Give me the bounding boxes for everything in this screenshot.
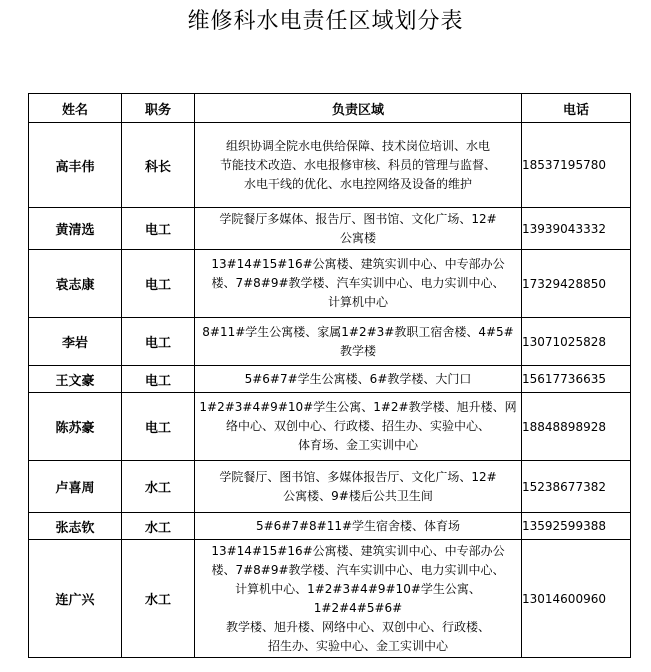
cell-phone: 15238677382 xyxy=(522,461,631,513)
area-line: 公寓楼 xyxy=(339,230,376,245)
area-line: 招生办、实验中心、金工实训中心 xyxy=(267,638,448,653)
header-area: 负责区域 xyxy=(195,94,522,123)
cell-area xyxy=(195,318,522,366)
cell-phone: 13592599388 xyxy=(522,513,631,540)
table-row xyxy=(29,540,631,658)
header-phone: 电话 xyxy=(522,94,631,123)
area-line: 5#6#7#8#11#学生宿舍楼、体育场 xyxy=(255,518,461,533)
page-title: 维修科水电责任区域划分表 xyxy=(187,9,464,34)
cell-area xyxy=(195,123,522,208)
area-line: 1#2#3#4#9#10#学生公寓、1#2#教学楼、旭升楼、网 xyxy=(199,400,517,414)
cell-area xyxy=(195,461,522,513)
cell-phone: 13014600960 xyxy=(522,540,631,658)
cell-name: 卢喜周 xyxy=(29,461,122,513)
table-row xyxy=(29,461,631,513)
cell-name: 陈苏豪 xyxy=(29,393,122,461)
cell-name: 黄清选 xyxy=(29,208,122,250)
table-row xyxy=(29,208,631,250)
area-line: 组织协调全院水电供给保障、技术岗位培训、水电 xyxy=(225,138,490,153)
area-line: 13#14#15#16#公寓楼、建筑实训中心、中专部办公 xyxy=(211,543,505,558)
area-line: 学院餐厅、图书馆、多媒体报告厅、文化广场、12# xyxy=(219,469,497,484)
table-row xyxy=(29,513,631,540)
cell-phone: 13939043332 xyxy=(522,208,631,250)
cell-area xyxy=(195,540,522,658)
table-row xyxy=(29,318,631,366)
table-row xyxy=(29,393,631,461)
area-line: 8#11#学生公寓楼、家属1#2#3#教职工宿舍楼、4#5# xyxy=(202,324,514,339)
area-line: 计算机中心、1#2#3#4#9#10#学生公寓、1#2#4#5#6# xyxy=(235,581,481,615)
cell-name: 王文豪 xyxy=(29,366,122,393)
cell-phone: 15617736635 xyxy=(522,366,631,393)
area-line: 节能技术改造、水电报修审核、科员的管理与监督、 xyxy=(219,157,496,172)
area-line: 公寓楼、9#楼后公共卫生间 xyxy=(283,488,433,503)
cell-role: 科长 xyxy=(122,123,195,208)
table-row xyxy=(29,366,631,393)
area-line: 络中心、双创中心、行政楼、招生办、实验中心、 xyxy=(225,419,490,433)
area-line: 教学楼 xyxy=(339,343,376,358)
cell-area xyxy=(195,366,522,393)
table-row xyxy=(29,123,631,208)
cell-role: 水工 xyxy=(122,513,195,540)
area-line: 水电干线的优化、水电控网络及设备的维护 xyxy=(243,176,472,191)
area-line: 学院餐厅多媒体、报告厅、图书馆、文化广场、12# xyxy=(219,211,497,226)
cell-phone: 17329428850 xyxy=(522,250,631,318)
area-line: 13#14#15#16#公寓楼、建筑实训中心、中专部办公 xyxy=(211,257,505,271)
cell-role: 水工 xyxy=(122,540,195,658)
cell-role: 电工 xyxy=(122,208,195,250)
cell-area xyxy=(195,393,522,461)
responsibility-table xyxy=(28,93,631,658)
area-line: 楼、7#8#9#教学楼、汽车实训中心、电力实训中心、 xyxy=(211,562,505,577)
cell-role: 电工 xyxy=(122,366,195,393)
header-name: 姓名 xyxy=(29,94,122,123)
cell-role: 水工 xyxy=(122,461,195,513)
cell-phone: 18848898928 xyxy=(522,393,631,461)
cell-area xyxy=(195,513,522,540)
area-line: 计算机中心 xyxy=(327,295,388,309)
area-line: 体育场、金工实训中心 xyxy=(297,438,418,452)
cell-area xyxy=(195,250,522,318)
area-line: 楼、7#8#9#教学楼、汽车实训中心、电力实训中心、 xyxy=(211,276,505,290)
cell-name: 袁志康 xyxy=(29,250,122,318)
cell-role: 电工 xyxy=(122,393,195,461)
table-header-row xyxy=(29,94,631,123)
area-line: 教学楼、旭升楼、网络中心、双创中心、行政楼、 xyxy=(225,619,490,634)
header-role: 职务 xyxy=(122,94,195,123)
cell-role: 电工 xyxy=(122,318,195,366)
cell-name: 高丰伟 xyxy=(29,123,122,208)
cell-role: 电工 xyxy=(122,250,195,318)
cell-name: 张志钦 xyxy=(29,513,122,540)
cell-area xyxy=(195,208,522,250)
cell-name: 连广兴 xyxy=(29,540,122,658)
cell-phone: 18537195780 xyxy=(522,123,631,208)
cell-phone: 13071025828 xyxy=(522,318,631,366)
area-line: 5#6#7#学生公寓楼、6#教学楼、大门口 xyxy=(244,371,472,386)
cell-name: 李岩 xyxy=(29,318,122,366)
table-row xyxy=(29,250,631,318)
